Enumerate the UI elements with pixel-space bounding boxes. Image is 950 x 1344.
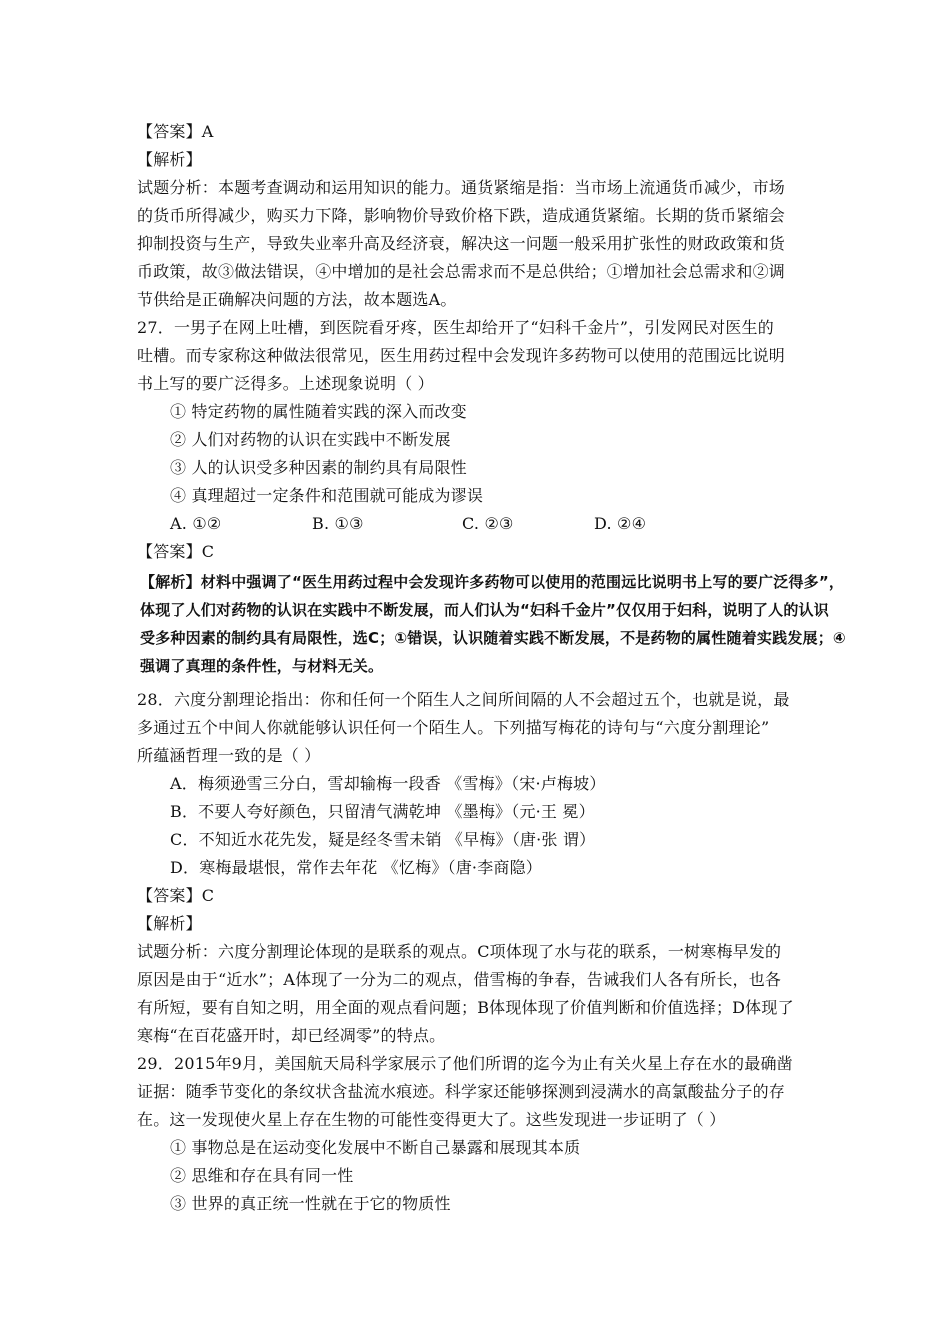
- q29-statement: ① 事物总是在运动变化发展中不断自己暴露和展现其本质: [170, 1138, 581, 1157]
- q27-statement: ① 特定药物的属性随着实践的深入而改变: [170, 402, 467, 421]
- q27-statement: ④ 真理超过一定条件和范围就可能成为谬误: [170, 486, 484, 505]
- q27-explanation-line: 【解析】材料中强调了“医生用药过程中会发现许多药物可以使用的范围远比说明书上写的要广泛得多”，: [140, 573, 845, 591]
- q27-options: [170, 514, 690, 534]
- q28-option-d: D．寒梅最堪恨，常作去年花 《忆梅》（唐·李商隐）: [170, 858, 543, 877]
- q28-option-c: C．不知近水花先发，疑是经冬雪未销 《早梅》（唐·张 谓）: [170, 830, 596, 849]
- q27-option-c: C. ②③: [462, 514, 514, 533]
- q27-explanation-line: 强调了真理的条件性，与材料无关。: [140, 657, 384, 675]
- q28-explanation-line: 有所短，要有自知之明，用全面的观点看问题；B体现体现了价值判断和价值选择；D体现了: [137, 998, 794, 1017]
- q27-stem-line: 吐槽。而专家称这种做法很常见，医生用药过程中会发现许多药物可以使用的范围远比说明: [137, 346, 786, 365]
- q27-option-d: D. ②④: [594, 514, 647, 533]
- q28-answer: 【答案】C: [137, 886, 215, 905]
- q26-analysis-label: 【解析】: [137, 150, 202, 169]
- q29-stem-line: 29．2015年9月，美国航天局科学家展示了他们所谓的迄今为止有关火星上存在水的最确凿: [137, 1054, 793, 1073]
- q27-statement: ③ 人的认识受多种因素的制约具有局限性: [170, 458, 467, 477]
- q28-option-a: A．梅须逊雪三分白，雪却输梅一段香 《雪梅》（宋·卢梅坡）: [170, 774, 606, 793]
- q29-stem-line: 证据：随季节变化的条纹状含盐流水痕迹。科学家还能够探测到浸满水的高氯酸盐分子的存: [137, 1082, 786, 1101]
- q28-explanation-line: 原因是由于“近水”；A体现了一分为二的观点，借雪梅的争春，告诫我们人各有所长，也各: [137, 970, 782, 989]
- q28-explanation-line: 寒梅“在百花盛开时，却已经凋零”的特点。: [137, 1026, 446, 1045]
- q27-answer: 【答案】C: [137, 542, 215, 561]
- q26-explanation-line: 试题分析：本题考查调动和运用知识的能力。通货紧缩是指：当市场上流通货币减少，市场: [137, 178, 786, 197]
- q27-stem-line: 书上写的要广泛得多。上述现象说明（ ）: [137, 374, 434, 393]
- q28-stem-line: 所蕴涵哲理一致的是（ ）: [137, 746, 321, 765]
- q28-stem-line: 多通过五个中间人你就能够认识任何一个陌生人。下列描写梅花的诗句与“六度分割理论”: [137, 718, 770, 737]
- q27-option-b: B. ①③: [312, 514, 364, 533]
- q27-stem-line: 27．一男子在网上吐槽，到医院看牙疼，医生却给开了“妇科千金片”，引发网民对医生的: [137, 318, 774, 337]
- q29-statement: ③ 世界的真正统一性就在于它的物质性: [170, 1194, 451, 1213]
- q27-explanation-line: 受多种因素的制约具有局限性，选C；①错误，认识随着实践不断发展，不是药物的属性随着实践发展；④: [140, 629, 846, 647]
- q29-statement: ② 思维和存在具有同一性: [170, 1166, 354, 1185]
- q26-answer: 【答案】A: [137, 122, 214, 141]
- q28-explanation-line: 试题分析：六度分割理论体现的是联系的观点。C项体现了水与花的联系，一树寒梅早发的: [137, 942, 782, 961]
- q26-explanation-line: 的货币所得减少，购买力下降，影响物价导致价格下跌，造成通货紧缩。长期的货币紧缩会: [137, 206, 786, 225]
- q28-analysis-label: 【解析】: [137, 914, 202, 933]
- q29-stem-line: 在。这一发现使火星上存在生物的可能性变得更大了。这些发现进一步证明了（ ）: [137, 1110, 726, 1129]
- q28-stem-line: 28．六度分割理论指出：你和任何一个陌生人之间所间隔的人不会超过五个，也就是说，最: [137, 690, 790, 709]
- q26-explanation-line: 币政策，故③做法错误，④中增加的是社会总需求而不是总供给；①增加社会总需求和②调: [137, 262, 786, 281]
- q27-option-a: A. ①②: [170, 514, 222, 533]
- q26-explanation-line: 节供给是正确解决问题的方法，故本题选A。: [137, 290, 457, 309]
- q27-statement: ② 人们对药物的认识在实践中不断发展: [170, 430, 451, 449]
- q28-option-b: B．不要人夸好颜色，只留清气满乾坤 《墨梅》（元·王 冕）: [170, 802, 595, 821]
- q26-explanation-line: 抑制投资与生产，导致失业率升高及经济衰，解决这一问题一般采用扩张性的财政政策和货: [137, 234, 786, 253]
- q27-explanation-line: 体现了人们对药物的认识在实践中不断发展，而人们认为“妇科千金片”仅仅用于妇科，说明了人的认识: [140, 601, 829, 619]
